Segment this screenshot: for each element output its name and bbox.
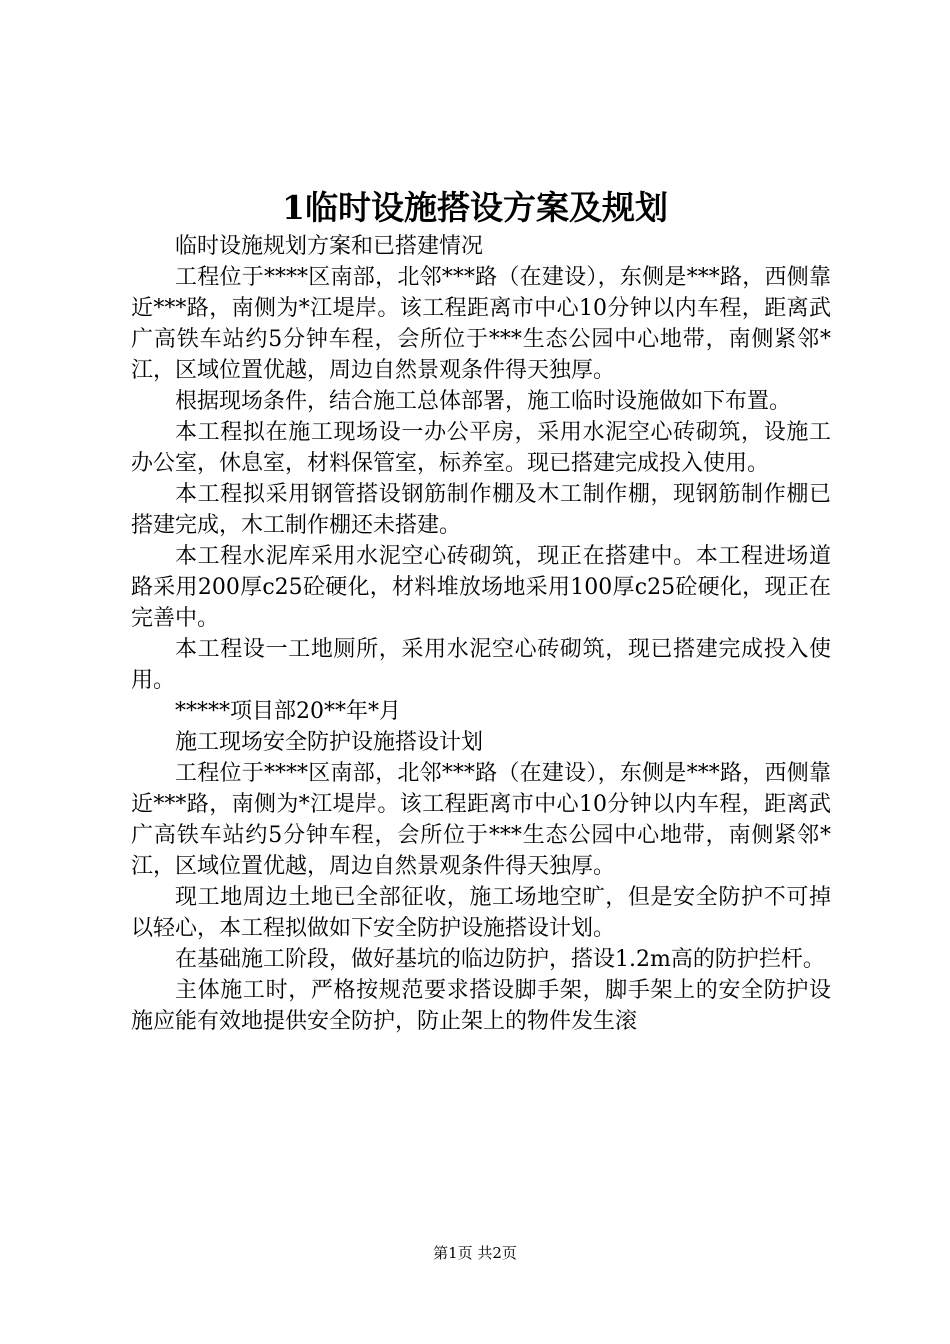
paragraph: 本工程设一工地厕所，采用水泥空心砖砌筑，现已搭建完成投入使用。 — [131, 637, 831, 693]
paragraph: 主体施工时，严格按规范要求搭设脚手架，脚手架上的安全防护设施应能有效地提供安全防护，防止架上的物件发生滚 — [131, 978, 831, 1034]
paragraph: 本工程拟在施工现场设一办公平房，采用水泥空心砖砌筑，设施工办公室，休息室，材料保管室，标养室。现已搭建完成投入使用。 — [131, 420, 831, 476]
paragraph: 现工地周边土地已全部征收，施工场地空旷，但是安全防护不可掉以轻心，本工程拟做如下安全防护设施搭设计划。 — [131, 885, 831, 941]
signature-line: *****项目部20**年*月 — [175, 699, 401, 724]
page-footer: 第1页 共2页 — [433, 1244, 517, 1262]
document-body — [131, 231, 831, 1037]
section-heading: 施工现场安全防护设施搭设计划 — [175, 730, 484, 755]
paragraph: 本工程水泥库采用水泥空心砖砌筑，现正在搭建中。本工程进场道路采用200厚c25砼硬化，材料堆放场地采用100厚c25砼硬化，现正在完善中。 — [131, 544, 831, 631]
paragraph: 工程位于****区南部，北邻***路（在建设），东侧是***路，西侧靠近***路，南侧为*江堤岸。该工程距离市中心10分钟以内车程，距离武广高铁车站约5分钟车程，会所位于***生态公园中心地带，南侧紧邻*江，区域位置优越，周边自然景观条件得天独厚。 — [131, 265, 831, 383]
paragraph: 在基础施工阶段，做好基坑的临边防护，搭设1.2m高的防护拦杆。 — [175, 947, 825, 972]
paragraph: 临时设施规划方案和已搭建情况 — [175, 234, 484, 259]
paragraph: 本工程拟采用钢管搭设钢筋制作棚及木工制作棚，现钢筋制作棚已搭建完成，木工制作棚还未搭建。 — [131, 482, 831, 538]
paragraph: 工程位于****区南部，北邻***路（在建设），东侧是***路，西侧靠近***路，南侧为*江堤岸。该工程距离市中心10分钟以内车程，距离武广高铁车站约5分钟车程，会所位于***生态公园中心地带，南侧紧邻*江，区域位置优越，周边自然景观条件得天独厚。 — [131, 761, 831, 879]
page-title: 1临时设施搭设方案及规划 — [282, 188, 668, 227]
paragraph: 根据现场条件，结合施工总体部署，施工临时设施做如下布置。 — [175, 389, 792, 414]
